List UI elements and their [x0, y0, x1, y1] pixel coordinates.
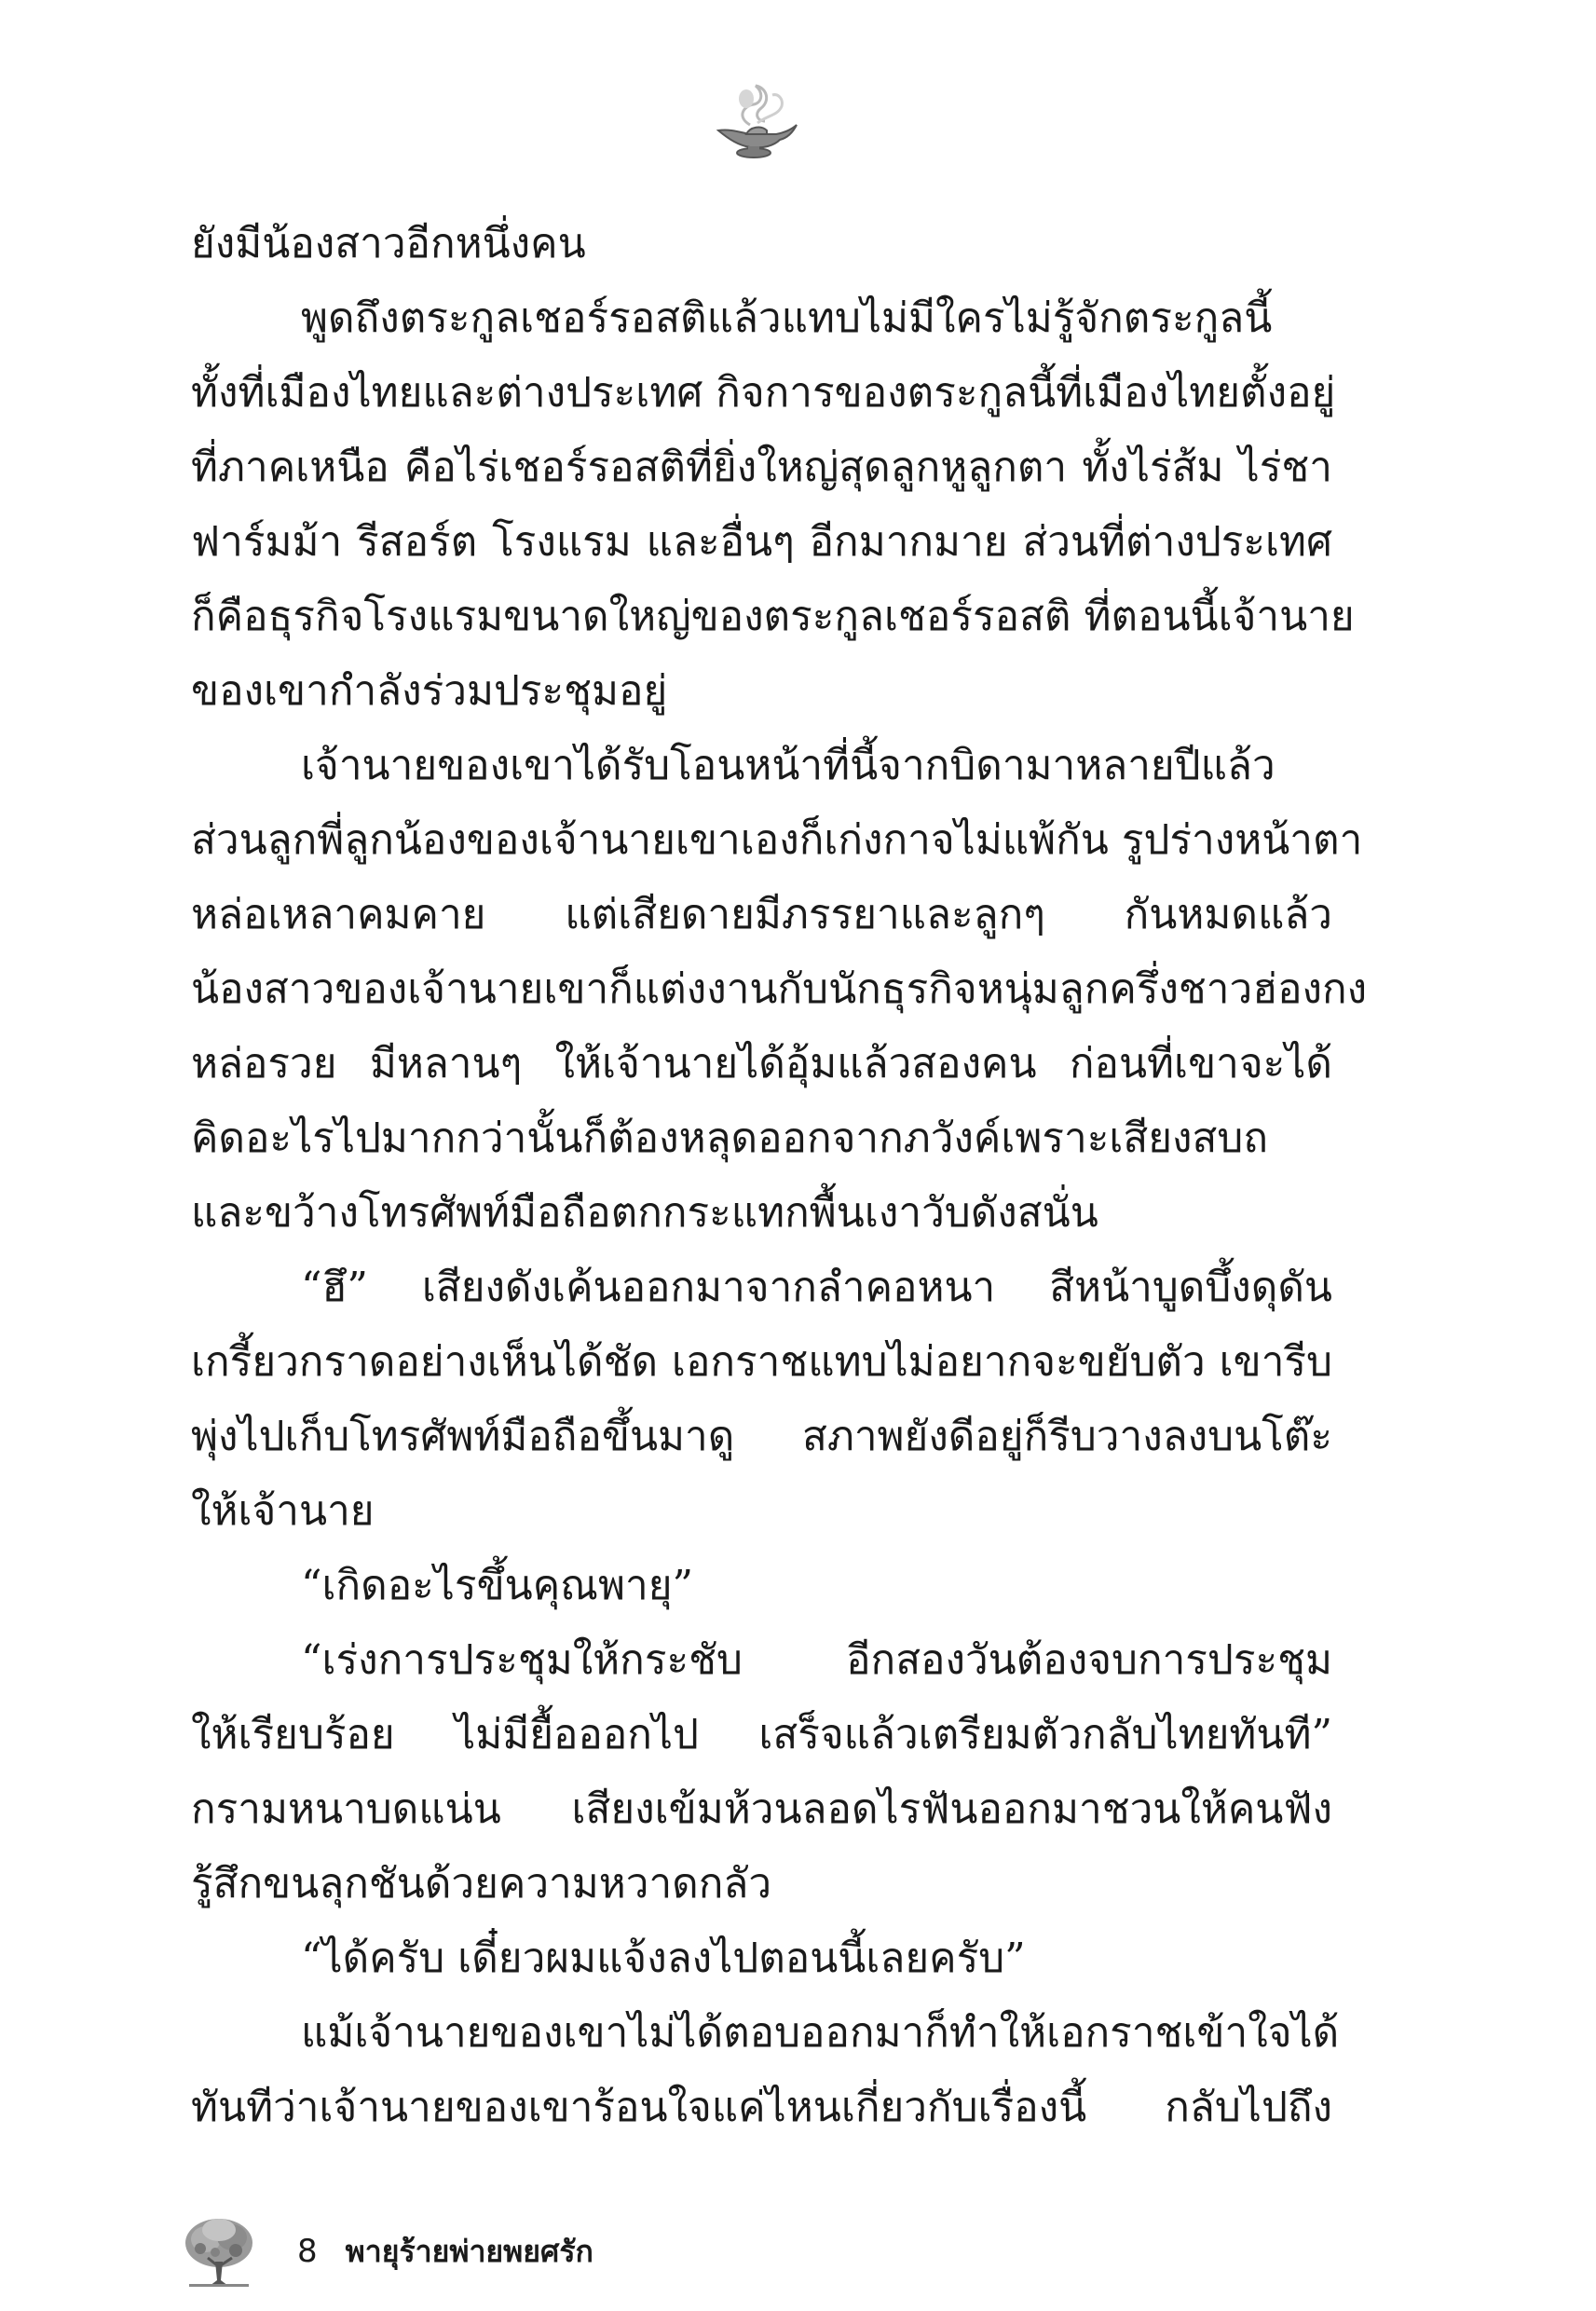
text-line: เจ้านายของเขาได้รับโอนหน้าที่นี้จากบิดามาหลายปีแล้ว — [301, 742, 1275, 789]
text-line: “ได้ครับ เดี๋ยวผมแจ้งลงไปตอนนี้เลยครับ” — [301, 1935, 1026, 1982]
page-number: 8 — [297, 2233, 318, 2270]
text-line: รู้สึกขนลุกชันด้วยความหวาดกลัว — [191, 1860, 772, 1908]
text-line: ให้เจ้านาย — [191, 1487, 375, 1535]
page-footer — [182, 2214, 593, 2289]
text-line: กรามหนาบดแน่น เสียงเข้มห้วนลอดไรฟันออกมาชวนให้คนฟัง — [191, 1785, 1332, 1833]
text-line: ให้เรียบร้อย ไม่มียื้อออกไป เสร็จแล้วเตรียมตัวกลับไทยทันที” — [191, 1711, 1332, 1758]
text-line: พูดถึงตระกูลเชอร์รอสติแล้วแทบไม่มีใครไม่รู้จักตระกูลนี้ — [301, 294, 1273, 342]
text-line: “ฮึ” เสียงดังเค้นออกมาจากลำคอหนา สีหน้าบูดบึ้งดุดัน — [301, 1264, 1332, 1311]
text-line: ก็คือธุรกิจโรงแรมขนาดใหญ่ของตระกูลเชอร์รอสติ ที่ตอนนี้เจ้านาย — [191, 593, 1355, 640]
text-line: “เกิดอะไรขึ้นคุณพายุ” — [301, 1562, 693, 1609]
text-line: คิดอะไรไปมากกว่านั้นก็ต้องหลุดออกจากภวังค์เพราะเสียงสบถ — [191, 1114, 1268, 1162]
text-line: และขว้างโทรศัพท์มือถือตกกระแทกพื้นเงาวับดังสนั่น — [191, 1189, 1098, 1237]
text-line: ทันทีว่าเจ้านายของเขาร้อนใจแค่ไหนเกี่ยวกับเรื่องนี้ กลับไปถึง — [191, 2084, 1332, 2131]
book-title: พายุร้ายพ่ายพยศรัก — [345, 2233, 593, 2269]
text-line: “เร่งการประชุมให้กระชับ อีกสองวันต้องจบการประชุม — [301, 1636, 1332, 1684]
text-line: ทั้งที่เมืองไทยและต่างประเทศ กิจการของตระกูลนี้ที่เมืองไทยตั้งอยู่ — [191, 369, 1336, 417]
text-line: พุ่งไปเก็บโทรศัพท์มือถือขึ้นมาดู สภาพยังดีอยู่ก็รีบวางลงบนโต๊ะ — [191, 1413, 1332, 1460]
text-line: ฟาร์มม้า รีสอร์ต โรงแรม และอื่นๆ อีกมากมาย ส่วนที่ต่างประเทศ — [191, 518, 1332, 566]
magic-lamp-icon — [709, 78, 798, 162]
text-line: เกรี้ยวกราดอย่างเห็นได้ชัด เอกราชแทบไม่อยากจะขยับตัว เขารีบ — [191, 1338, 1332, 1386]
text-line: แม้เจ้านายของเขาไม่ได้ตอบออกมาก็ทำให้เอกราชเข้าใจได้ — [301, 2009, 1340, 2057]
text-line: น้องสาวของเจ้านายเขาก็แต่งงานกับนักธุรกิจหนุ่มลูกครึ่งชาวฮ่องกง — [191, 965, 1368, 1013]
text-line: ยังมีน้องสาวอีกหนึ่งคน — [191, 220, 586, 267]
text-line: ส่วนลูกพี่ลูกน้องของเจ้านายเขาเองก็เก่งกาจไม่แพ้กัน รูปร่างหน้าตา — [191, 816, 1363, 864]
tree-icon — [182, 2215, 256, 2288]
text-line: หล่อเหลาคมคาย แต่เสียดายมีภรรยาและลูกๆ กันหมดแล้ว — [191, 891, 1332, 938]
text-line: ที่ภาคเหนือ คือไร่เชอร์รอสติที่ยิ่งใหญ่สุดลูกหูลูกตา ทั้งไร่ส้ม ไร่ชา — [191, 444, 1332, 491]
text-line: ของเขากำลังร่วมประชุมอยู่ — [191, 667, 668, 715]
text-line: หล่อรวย มีหลานๆ ให้เจ้านายได้อุ้มแล้วสองคน ก่อนที่เขาจะได้ — [191, 1040, 1332, 1087]
